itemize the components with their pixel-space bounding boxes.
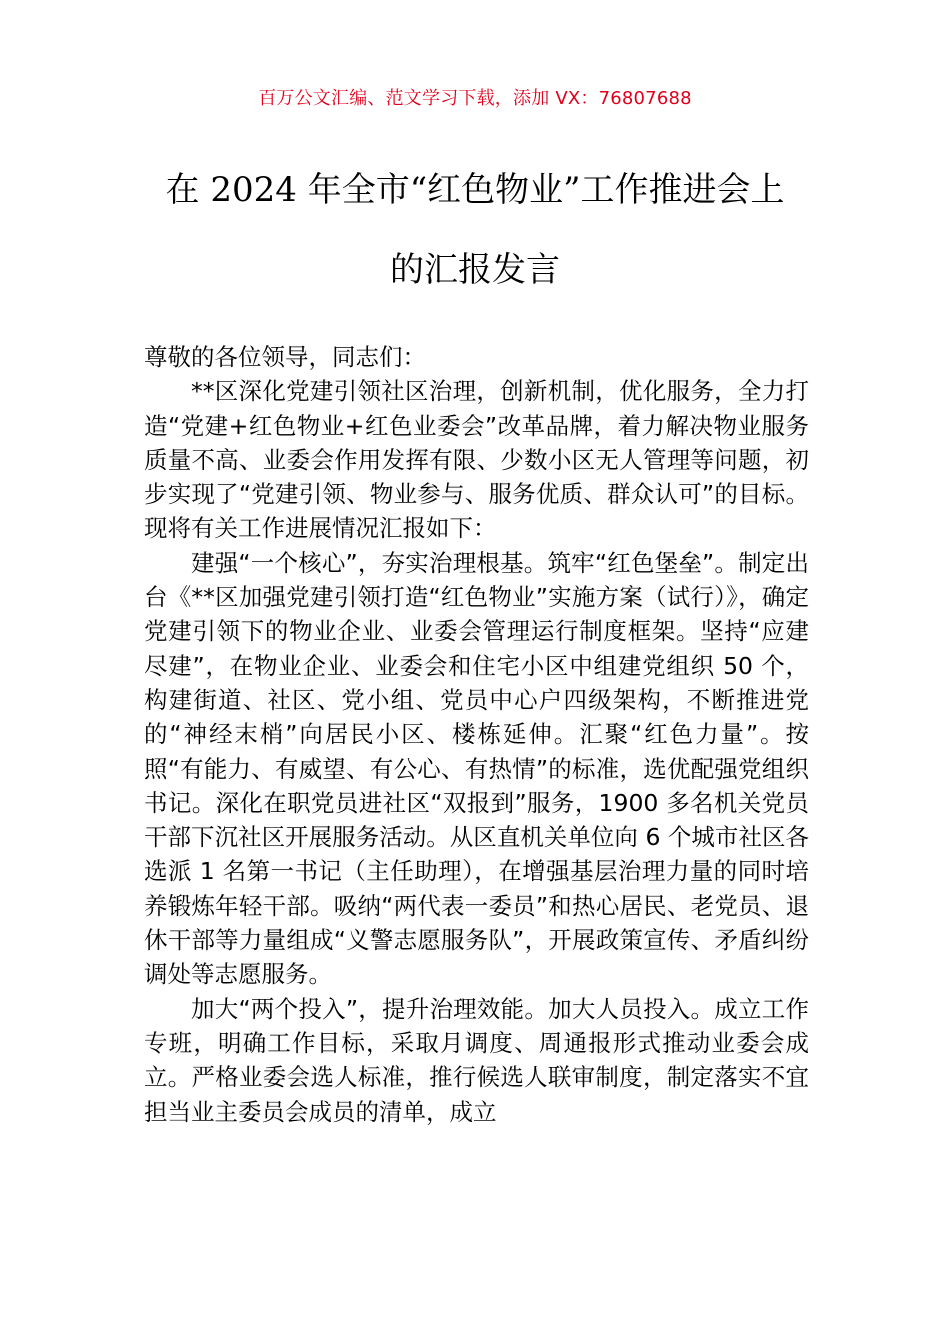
- watermark-text: 百万公文汇编、范文学习下载，添加 VX：76807688: [258, 88, 692, 109]
- title-line-1: 在 2024 年全市“红色物业”工作推进会上: [165, 170, 785, 210]
- salutation: 尊敬的各位领导，同志们：: [144, 343, 426, 371]
- paragraph-intro: **区深化党建引领社区治理，创新机制，优化服务，全力打造“党建+红色物业+红色业委会”改革品牌，着力解决物业服务质量不高、业委会作用发挥有限、少数小区无人管理等问题，初步实现了“党建引领、物业参与、服务优质、群众认可”的目标。现将有关工作进展情况汇报如下：: [144, 377, 809, 543]
- title-line-2: 的汇报发言: [390, 250, 560, 290]
- paragraph-investment: 加大“两个投入”，提升治理效能。加大人员投入。成立工作专班，明确工作目标，采取月调度、周通报形式推动业委会成立。严格业委会选人标准，推行候选人联审制度，制定落实不宜担当业主委员会成员的清单，成立: [144, 994, 809, 1126]
- document-title: [140, 150, 810, 310]
- paragraph-core: 建强“一个核心”，夯实治理根基。筑牢“红色堡垒”。制定出台《**区加强党建引领打造“红色物业”实施方案（试行）》，确定党建引领下的物业企业、业委会管理运行制度框架。坚持“应建尽建”，在物业企业、业委会和住宅小区中组建党组织 50 个，构建街道、社区、党小组、党员中心户四级架构，不断推进党的“神经末梢”向居民小区、楼栋延伸。汇聚“红色力量”。按照“有能力、有威望、有公心、有热情”的标准，选优配强党组织书记。深化在职党员进社区“双报到”服务，1900 多名机关党员干部下沉社区开展服务活动。从区直机关单位向 6 个城市社区各选派 1 名第一书记（主任助理），在增强基层治理力量的同时培养锻炼年轻干部。吸纳“两代表一委员”和热心居民、老党员、退休干部等力量组成“义警志愿服务队”，开展政策宣传、矛盾纠纷调处等志愿服务。: [144, 548, 809, 989]
- document-body: [144, 340, 809, 1129]
